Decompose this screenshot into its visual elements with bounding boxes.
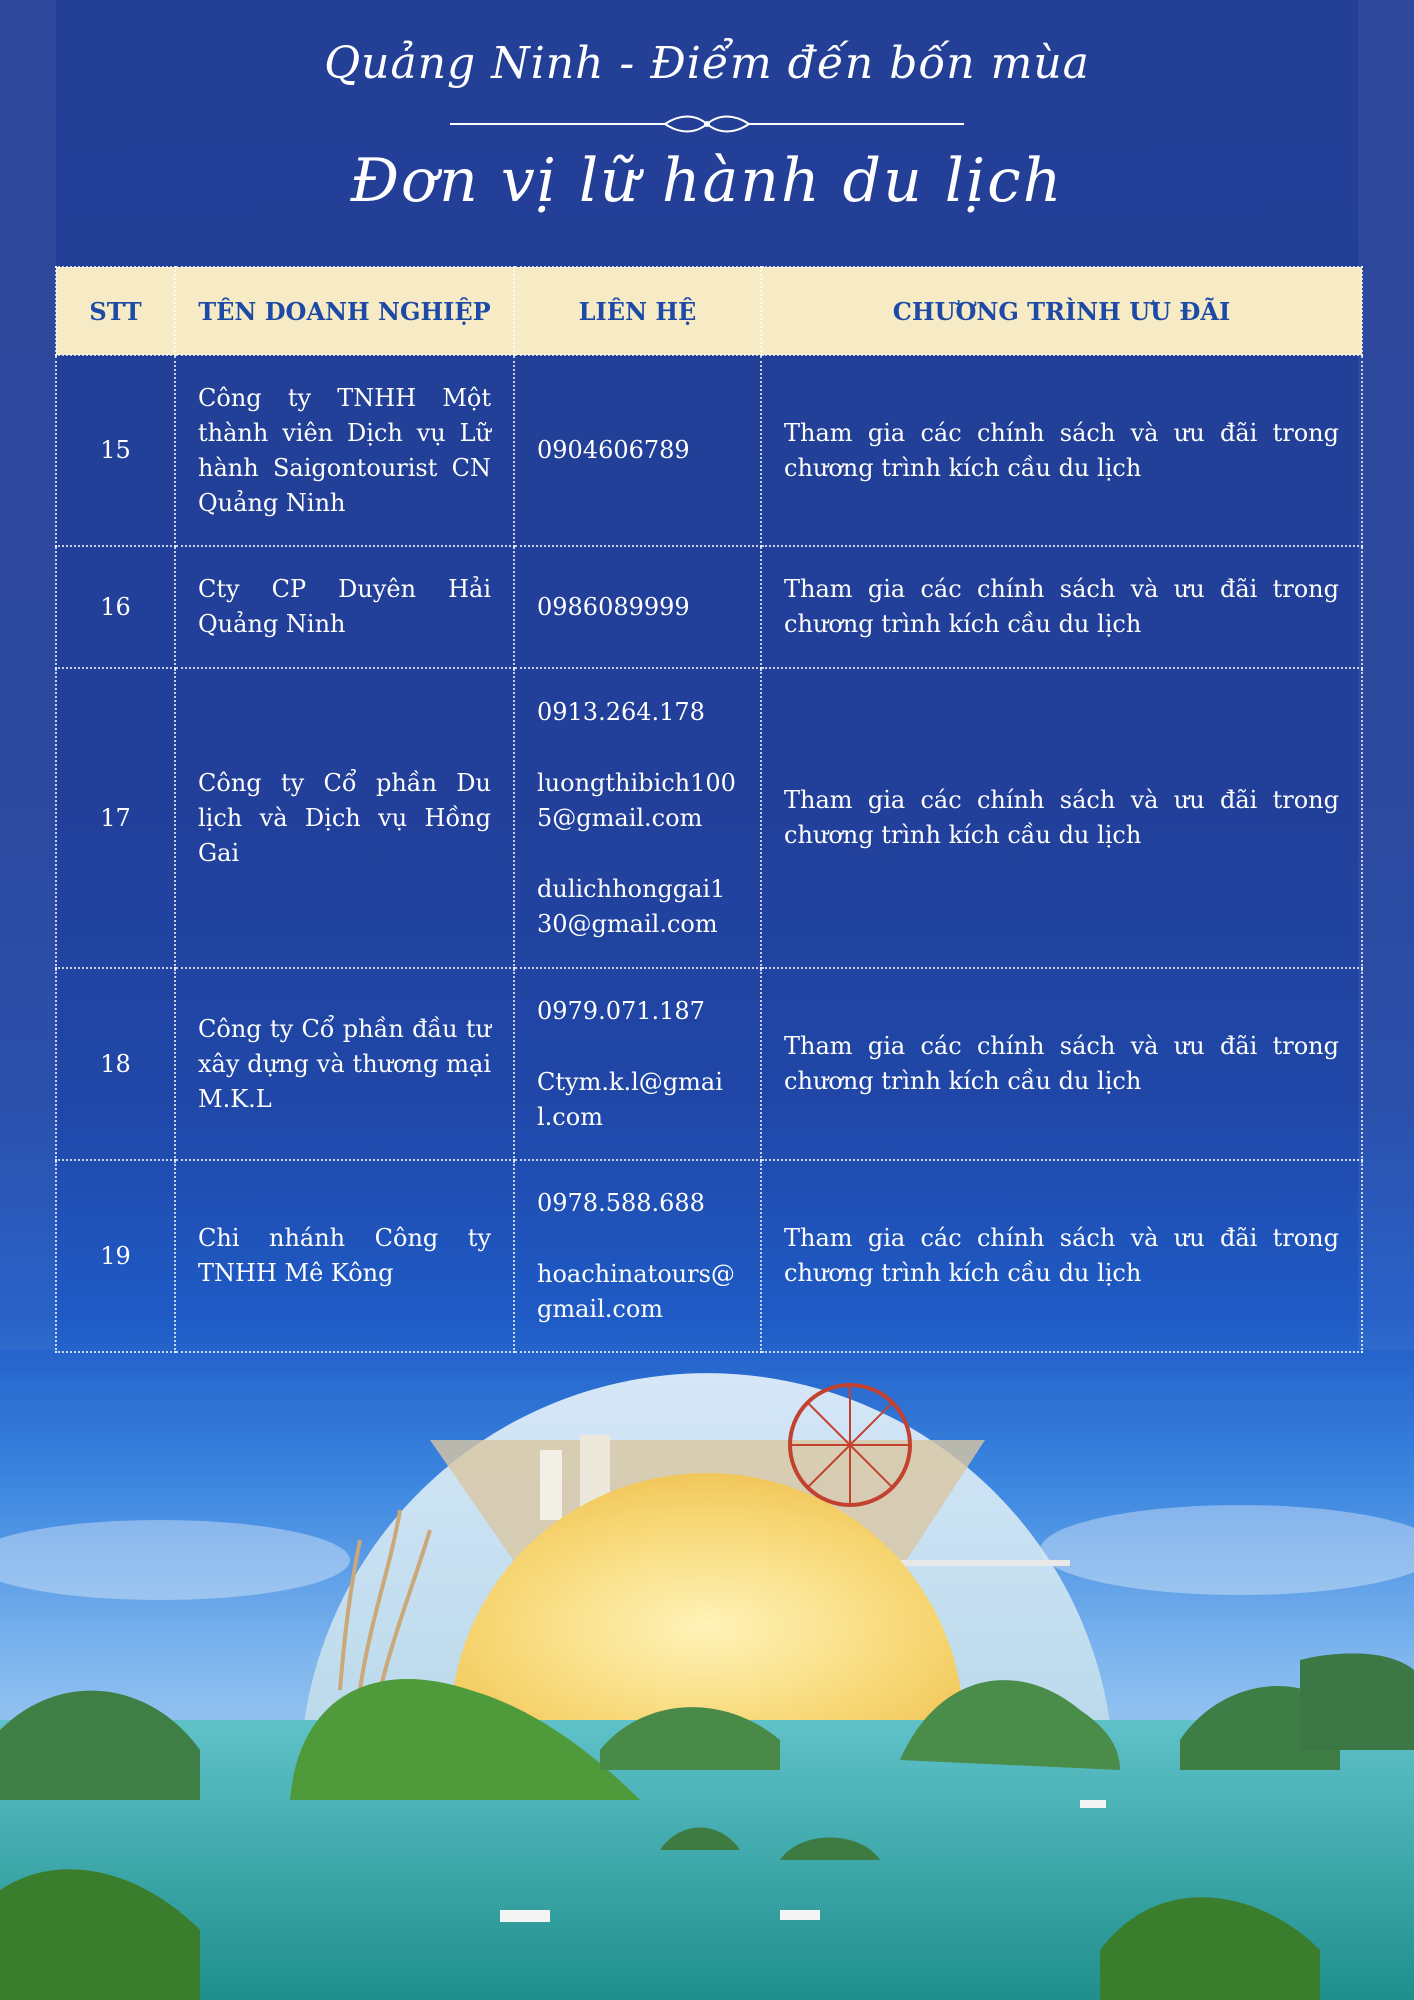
column-header-stt: STT xyxy=(56,267,175,355)
poster-subtitle: Quảng Ninh - Điểm đến bốn mùa xyxy=(324,38,1090,89)
tour-operators-table xyxy=(55,266,1363,1353)
company-name: Cty CP Duyên Hải Quảng Ninh xyxy=(175,546,514,668)
contact-cell xyxy=(514,1160,761,1352)
table-row xyxy=(56,546,1362,668)
contact-phone: 0904606789 xyxy=(537,436,690,464)
table-header-row xyxy=(56,267,1362,355)
contact-email: luongthibich1005@gmail.com xyxy=(537,768,736,832)
ha-long-bay-illustration xyxy=(0,1330,1414,2000)
contact-email: hoachinatours@gmail.com xyxy=(537,1259,735,1323)
row-number: 17 xyxy=(56,668,175,968)
company-name: Công ty Cổ phần đầu tư xây dựng và thương mại M.K.L xyxy=(175,968,514,1160)
offer-text: Tham gia các chính sách và ưu đãi trong chương trình kích cầu du lịch xyxy=(761,668,1362,968)
table-row xyxy=(56,1160,1362,1352)
contact-cell xyxy=(514,546,761,668)
row-number: 19 xyxy=(56,1160,175,1352)
company-name: Công ty TNHH Một thành viên Dịch vụ Lữ hành Saigontourist CN Quảng Ninh xyxy=(175,355,514,546)
table-row xyxy=(56,355,1362,546)
contact-cell xyxy=(514,355,761,546)
ornament-divider-icon xyxy=(450,112,964,136)
offer-text: Tham gia các chính sách và ưu đãi trong chương trình kích cầu du lịch xyxy=(761,355,1362,546)
company-name: Công ty Cổ phần Du lịch và Dịch vụ Hồng Gai xyxy=(175,668,514,968)
column-header-company: TÊN DOANH NGHIỆP xyxy=(175,267,514,355)
contact-cell xyxy=(514,668,761,968)
company-name: Chi nhánh Công ty TNHH Mê Kông xyxy=(175,1160,514,1352)
contact-email: dulichhonggai130@gmail.com xyxy=(537,874,726,938)
row-number: 18 xyxy=(56,968,175,1160)
column-header-contact: LIÊN HỆ xyxy=(514,267,761,355)
offer-text: Tham gia các chính sách và ưu đãi trong chương trình kích cầu du lịch xyxy=(761,1160,1362,1352)
contact-cell xyxy=(514,968,761,1160)
contact-phone: 0913.264.178 xyxy=(537,697,705,726)
offer-text: Tham gia các chính sách và ưu đãi trong chương trình kích cầu du lịch xyxy=(761,546,1362,668)
row-number: 15 xyxy=(56,355,175,546)
contact-phone: 0986089999 xyxy=(537,592,690,621)
row-number: 16 xyxy=(56,546,175,668)
poster-title: Đơn vị lữ hành du lịch xyxy=(350,146,1064,216)
contact-phone: 0979.071.187 xyxy=(537,996,705,1025)
table-row xyxy=(56,668,1362,968)
offer-text: Tham gia các chính sách và ưu đãi trong chương trình kích cầu du lịch xyxy=(761,968,1362,1160)
contact-phone: 0978.588.688 xyxy=(537,1188,705,1217)
contact-email: Ctym.k.l@gmail.com xyxy=(537,1067,723,1131)
column-header-offer: CHƯƠNG TRÌNH ƯU ĐÃI xyxy=(761,267,1362,355)
table-row xyxy=(56,968,1362,1160)
